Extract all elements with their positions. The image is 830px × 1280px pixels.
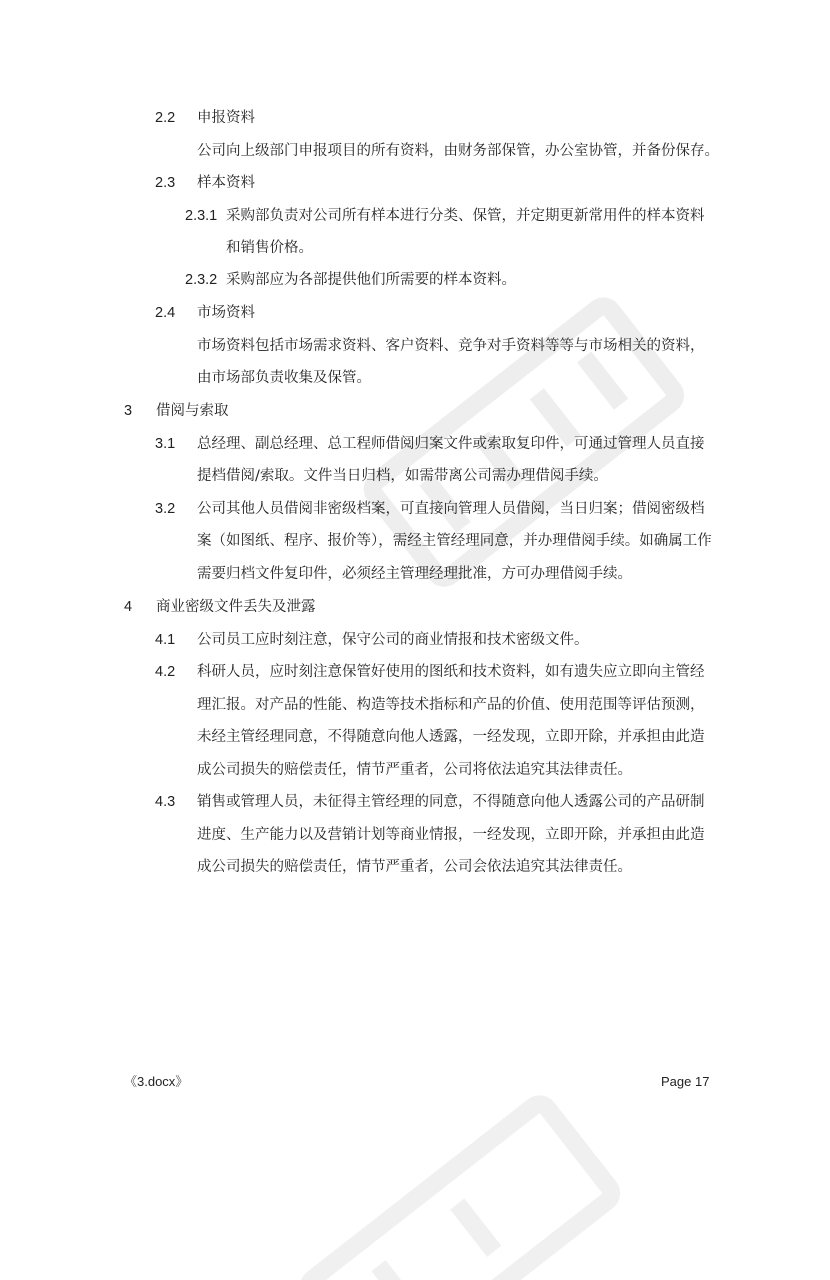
subsection-number: 2.3.2	[185, 272, 218, 288]
section-title: 样本资料	[197, 175, 255, 191]
chapter-title: 借阅与索取	[156, 403, 229, 419]
section-number: 2.4	[155, 305, 176, 321]
section-number: 4.1	[155, 632, 176, 648]
paragraph-line: 进度、生产能力以及营销计划等商业情报，一经发现，立即开除，并承担由此造	[197, 827, 705, 843]
paragraph-line: 案（如图纸、程序、报价等），需经主管经理同意，并办理借阅手续。如确属工作	[197, 533, 712, 549]
paragraph-line: 成公司损失的赔偿责任，情节严重者，公司会依法追究其法律责任。	[197, 859, 632, 875]
paragraph-line: 科研人员，应时刻注意保管好使用的图纸和技术资料，如有遗失应立即向主管经	[197, 664, 705, 680]
section-number: 3.2	[155, 501, 176, 517]
chapter-number: 4	[124, 599, 133, 615]
paragraph-line: 公司其他人员借阅非密级档案，可直接向管理人员借阅，当日归案；借阅密级档	[197, 501, 705, 517]
footer-page-number: Page 17	[661, 1074, 710, 1089]
paragraph-line: 采购部应为各部提供他们所需要的样本资料。	[226, 272, 516, 288]
section-title: 申报资料	[197, 110, 255, 126]
paragraph-line: 采购部负责对公司所有样本进行分类、保管，并定期更新常用件的样本资料	[226, 208, 705, 224]
paragraph-line: 和销售价格。	[226, 240, 313, 256]
paragraph-line: 总经理、副总经理、总工程师借阅归案文件或索取复印件，可通过管理人员直接	[197, 436, 705, 452]
paragraph-line: 理汇报。对产品的性能、构造等技术指标和产品的价值、使用范围等评估预测，	[197, 697, 705, 713]
paragraph-line: 需要归档文件复印件，必须经主管理经理批准，方可办理借阅手续。	[197, 566, 632, 582]
section-title: 市场资料	[197, 305, 255, 321]
chapter-title: 商业密级文件丢失及泄露	[156, 599, 316, 615]
paragraph-line: 未经主管经理同意，不得随意向他人透露，一经发现，立即开除，并承担由此造	[197, 729, 705, 745]
paragraph-line: 提档借阅/索取。文件当日归档，如需带离公司需办理借阅手续。	[197, 468, 608, 484]
watermark-stamp-bottom	[250, 1040, 670, 1280]
section-number: 4.3	[155, 794, 176, 810]
section-number: 2.2	[155, 110, 176, 126]
chapter-number: 3	[124, 403, 133, 419]
paragraph-line: 由市场部负责收集及保管。	[197, 370, 371, 386]
subsection-number: 2.3.1	[185, 208, 218, 224]
paragraph-line: 公司向上级部门申报项目的所有资料，由财务部保管，办公室协管，并备份保存。	[197, 143, 719, 159]
paragraph-line: 公司员工应时刻注意，保守公司的商业情报和技术密级文件。	[197, 632, 589, 648]
footer-filename: 《3.docx》	[124, 1074, 189, 1089]
section-number: 3.1	[155, 436, 176, 452]
paragraph-line: 市场资料包括市场需求资料、客户资料、竞争对手资料等等与市场相关的资料，	[197, 338, 705, 354]
paragraph-line: 成公司损失的赔偿责任，情节严重者，公司将依法追究其法律责任。	[197, 762, 632, 778]
paragraph-line: 销售或管理人员，未征得主管经理的同意，不得随意向他人透露公司的产品研制	[197, 794, 705, 810]
section-number: 4.2	[155, 664, 176, 680]
section-number: 2.3	[155, 175, 176, 191]
